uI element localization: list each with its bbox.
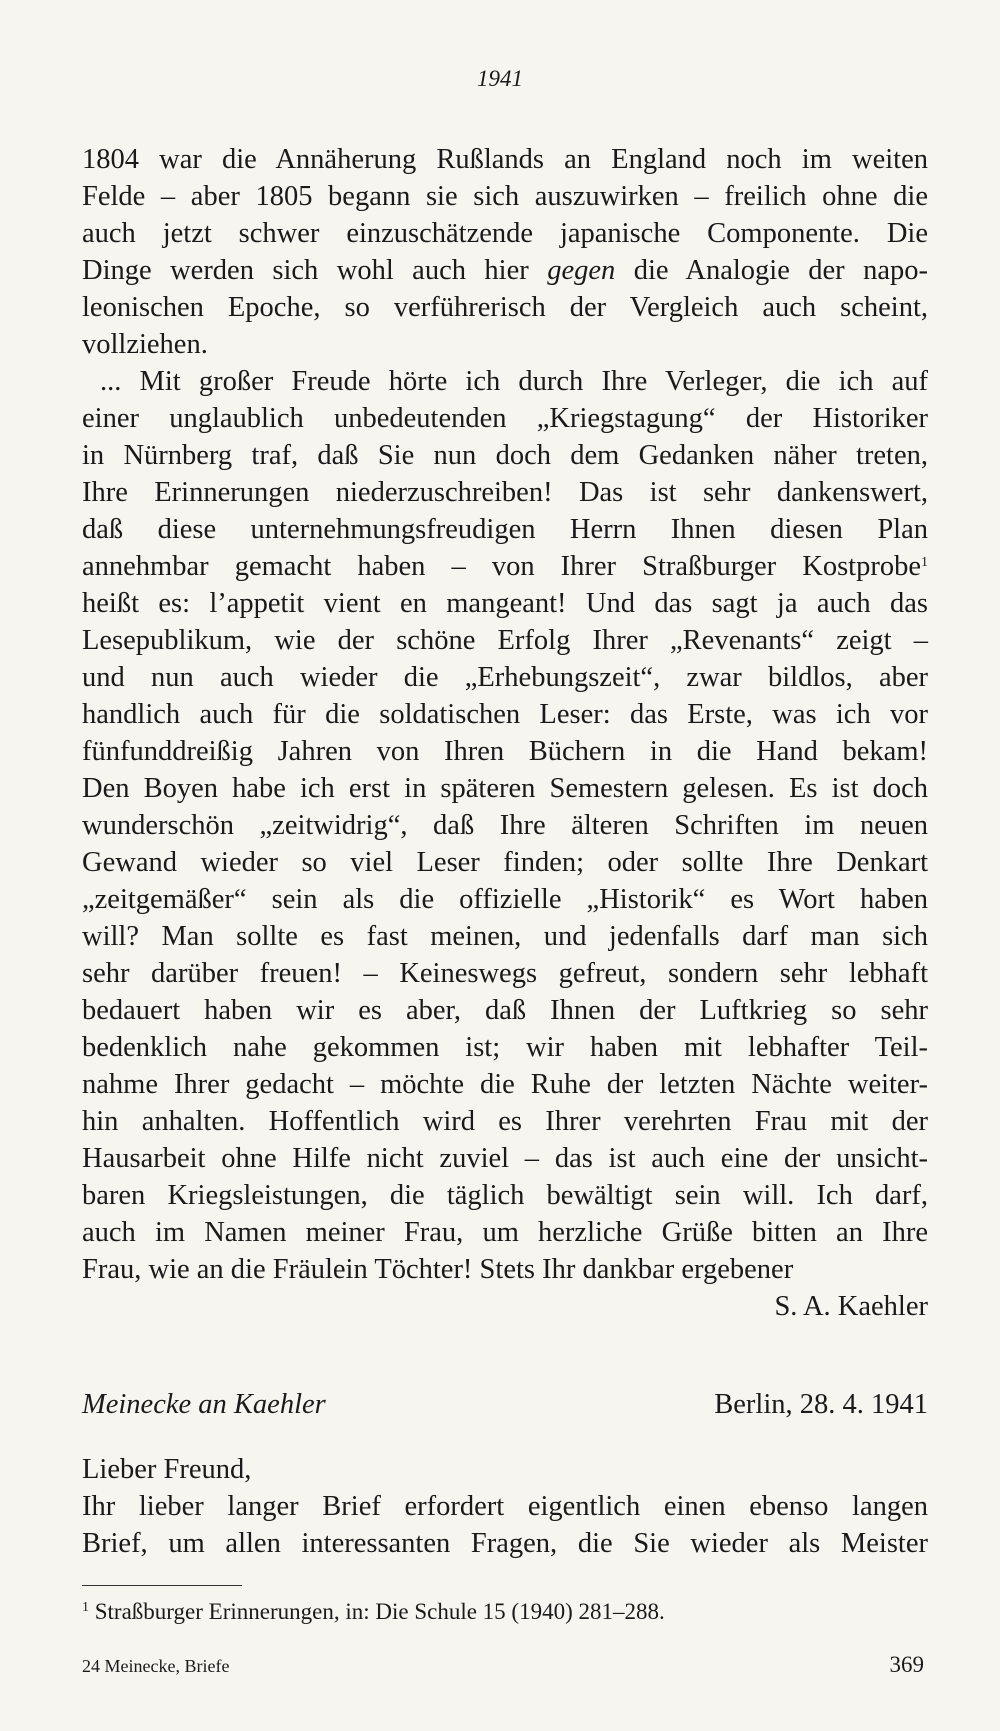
text-line: wunderschön „zeitwidrig“, daß Ihre älteren Schriften im neuen	[82, 810, 928, 841]
letter-place-date: Berlin, 28. 4. 1941	[714, 1389, 928, 1420]
text-line: nahme Ihrer gedacht – möchte die Ruhe der letzten Nächte weiter-	[82, 1069, 928, 1100]
text-fragment: annehmbar gemacht haben – von Ihrer Straßburger Kostprobe	[82, 551, 921, 582]
text-line: daß diese unternehmungsfreudigen Herrn Ihnen diesen Plan	[82, 514, 928, 545]
text-line-with-emphasis	[82, 252, 928, 289]
printer-signature-mark: 24 Meinecke, Briefe	[82, 1656, 230, 1676]
text-line: fünfunddreißig Jahren von Ihren Büchern in die Hand bekam!	[82, 736, 928, 767]
page-number: 369	[889, 1652, 924, 1677]
footnote-reference: 1	[921, 555, 928, 570]
paragraph-2	[82, 363, 928, 1325]
running-head: 1941	[477, 66, 523, 91]
salutation: Lieber Freund,	[82, 1454, 252, 1485]
text-line: Felde – aber 1805 begann sie sich auszuwirken – freilich ohne die	[82, 181, 928, 212]
text-line: baren Kriegsleistungen, die täglich bewältigt sein will. Ich darf,	[82, 1180, 928, 1211]
footnote-text: Straßburger Erinnerungen, in: Die Schule 15 (1940) 281–288.	[94, 1599, 665, 1624]
text-line: sehr darüber freuen! – Keineswegs gefreut, sondern sehr lebhaft	[82, 958, 928, 989]
footnote-number: 1	[82, 1600, 89, 1615]
text-line: Den Boyen habe ich erst in späteren Semestern gelesen. Es ist doch	[82, 773, 928, 804]
text-line: bedenklich nahe gekommen ist; wir haben mit lebhafter Teil-	[82, 1032, 928, 1063]
text-line: Brief, um allen interessanten Fragen, die Sie wieder als Meister	[82, 1528, 928, 1559]
text-line: in Nürnberg traf, daß Sie nun doch dem Gedanken näher treten,	[82, 440, 928, 471]
letter-body	[82, 1451, 928, 1562]
footnote	[82, 1597, 665, 1627]
text-line: vollziehen.	[82, 329, 208, 360]
text-line: will? Man sollte es fast meinen, und jedenfalls darf man sich	[82, 921, 928, 952]
text-line: Gewand wieder so viel Leser finden; oder sollte Ihre Denkart	[82, 847, 928, 878]
text-fragment: die Analogie der napo-	[615, 255, 928, 286]
text-line: handlich auch für die soldatischen Leser: das Erste, was ich vor	[82, 699, 928, 730]
text-line: heißt es: l’appetit vient en mangeant! Und das sagt ja auch das	[82, 588, 928, 619]
signature: S. A. Kaehler	[774, 1291, 928, 1322]
text-line: hin anhalten. Hoffentlich wird es Ihrer verehrten Frau mit der	[82, 1106, 928, 1137]
text-fragment: Dinge werden sich wohl auch hier	[82, 255, 548, 286]
text-line: Frau, wie an die Fräulein Töchter! Stets Ihr dankbar ergebener	[82, 1254, 794, 1285]
footnote-divider	[82, 1585, 242, 1586]
text-line: Ihr lieber langer Brief erfordert eigentlich einen ebenso langen	[82, 1491, 928, 1522]
emphasized-word: gegen	[547, 255, 616, 286]
text-line: bedauert haben wir es aber, daß Ihnen der Luftkrieg so sehr	[82, 995, 928, 1026]
text-line: Hausarbeit ohne Hilfe nicht zuviel – das ist auch eine der unsicht-	[82, 1143, 928, 1174]
letter-title: Meinecke an Kaehler	[82, 1389, 326, 1420]
text-line: „zeitgemäßer“ sein als die offizielle „Historik“ es Wort haben	[82, 884, 928, 915]
text-line-with-footnote	[82, 548, 928, 585]
text-line: Lesepublikum, wie der schöne Erfolg Ihrer „Revenants“ zeigt –	[82, 625, 928, 656]
text-line: einer unglaublich unbedeutenden „Kriegstagung“ der Historiker	[82, 403, 928, 434]
text-line: auch jetzt schwer einzuschätzende japanische Componente. Die	[82, 218, 928, 249]
paragraph-1	[82, 141, 928, 363]
text-line: auch im Namen meiner Frau, um herzliche Grüße bitten an Ihre	[82, 1217, 928, 1248]
letter-heading	[82, 1386, 928, 1423]
text-line: und nun auch wieder die „Erhebungszeit“, zwar bildlos, aber	[82, 662, 928, 693]
text-line: leonischen Epoche, so verführerisch der Vergleich auch scheint,	[82, 292, 928, 323]
text-line: ... Mit großer Freude hörte ich durch Ihre Verleger, die ich auf	[100, 366, 928, 397]
text-line: Ihre Erinnerungen niederzuschreiben! Das ist sehr dankenswert,	[82, 477, 928, 508]
text-line: 1804 war die Annäherung Rußlands an England noch im weiten	[82, 144, 928, 175]
